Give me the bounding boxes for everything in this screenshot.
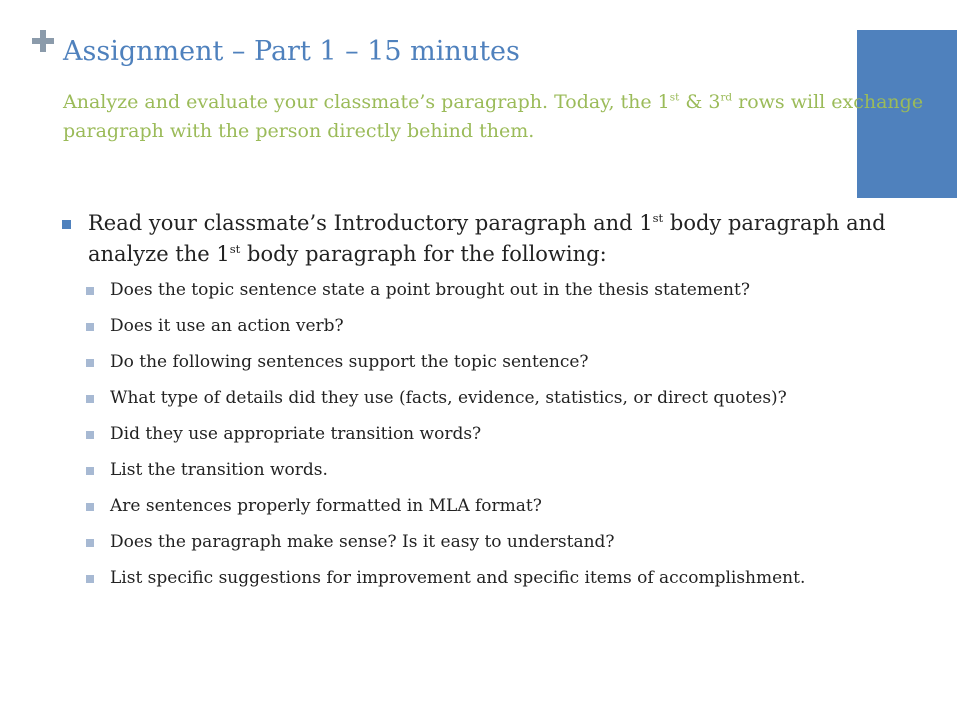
slide-content [62, 208, 922, 602]
square-bullet-icon [86, 323, 94, 331]
sub-bullet-item: Does the paragraph make sense? Is it easy to understand? [86, 530, 922, 554]
slide-subtitle: Analyze and evaluate your classmate’s paragraph. Today, the 1st & 3rd rows will exchange paragraph with the person directly behind them. [63, 91, 924, 142]
slide-title: Assignment – Part 1 – 15 minutes [63, 36, 520, 67]
square-bullet-icon [86, 539, 94, 547]
sub-bullet-item: Did they use appropriate transition words? [86, 422, 922, 446]
square-bullet-icon [86, 395, 94, 403]
square-bullet-icon [86, 575, 94, 583]
plus-icon [32, 30, 54, 52]
square-bullet-icon [86, 287, 94, 295]
square-bullet-icon [86, 503, 94, 511]
main-bullet: Read your classmate’s Introductory paragraph and 1st body paragraph and analyze the 1st body paragraph for the following: [62, 208, 922, 270]
square-bullet-icon [86, 467, 94, 475]
square-bullet-icon [86, 359, 94, 367]
sub-bullet-item: Does it use an action verb? [86, 314, 922, 338]
sub-bullet-item: List the transition words. [86, 458, 922, 482]
sub-bullet-item: Do the following sentences support the topic sentence? [86, 350, 922, 374]
square-bullet-icon [86, 431, 94, 439]
square-bullet-icon [62, 220, 71, 229]
sub-bullet-list [62, 278, 922, 590]
sub-bullet-item: Does the topic sentence state a point brought out in the thesis statement? [86, 278, 922, 302]
sub-bullet-item: What type of details did they use (facts, evidence, statistics, or direct quotes)? [86, 386, 922, 410]
sub-bullet-item: List specific suggestions for improvement and specific items of accomplishment. [86, 566, 922, 590]
sub-bullet-item: Are sentences properly formatted in MLA format? [86, 494, 922, 518]
